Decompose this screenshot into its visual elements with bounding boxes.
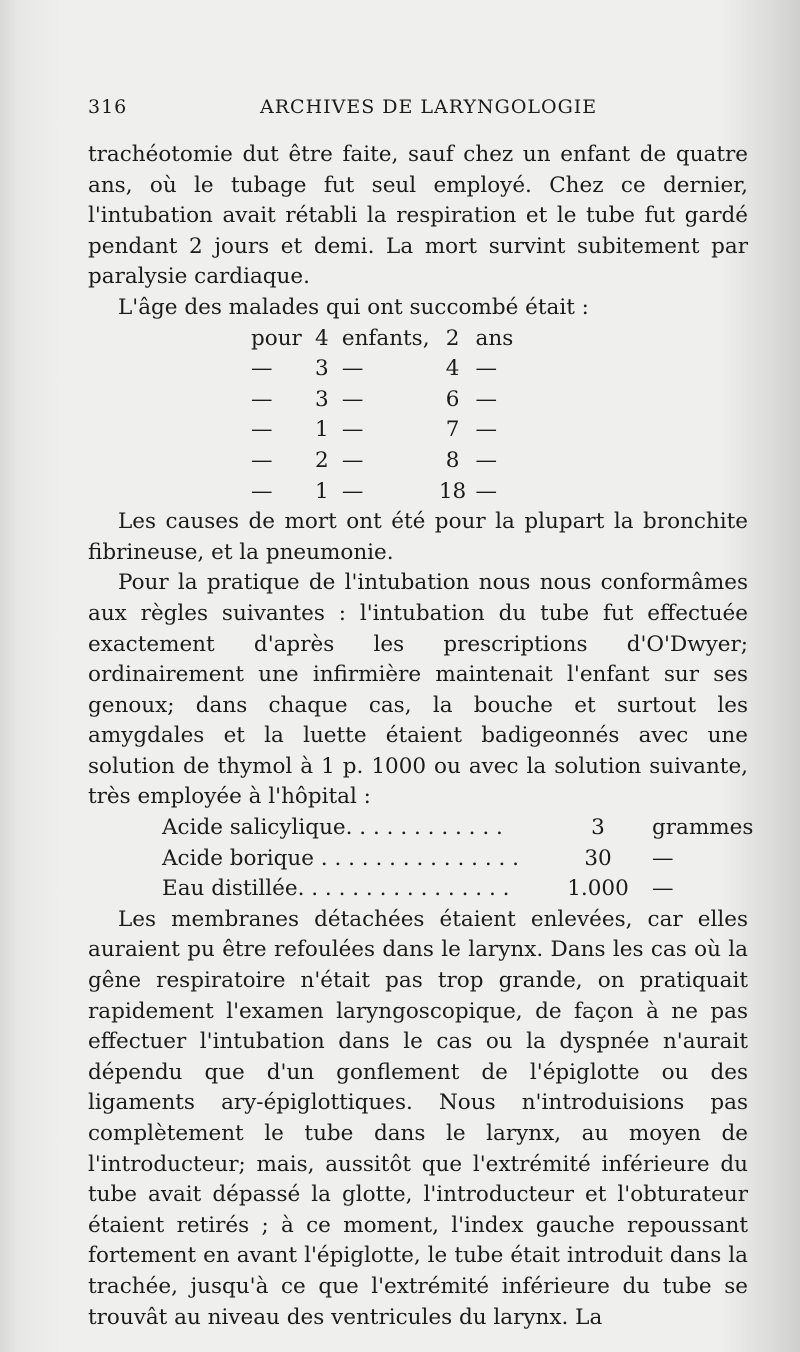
age-cell: —: [475, 356, 498, 382]
ingredient-quantity: 3: [591, 815, 605, 841]
recipe-row: [162, 844, 748, 875]
paragraph-4: Pour la pratique de l'intubation nous nous conformâmes aux règles suivantes : l'intubation du tube fut effectuée exactement d'après les prescriptions d'O'Dwyer; ordinairement une infirmière maintenait l'enfant sur ses genoux; dans chaque cas, la bouche et surtout les amygdales et la luette étaient badigeonnés avec une solution de thymol à 1 p. 1000 ou avec la solution suivante, très employée à l'hôpital :: [88, 570, 748, 810]
age-cell: —: [475, 478, 498, 504]
age-cell: pour: [251, 325, 302, 351]
page-number: 316: [88, 96, 128, 118]
recipe-row: [162, 874, 748, 905]
recipe-row: [162, 813, 754, 844]
age-row: [251, 415, 516, 446]
page-header: [88, 96, 748, 126]
age-cell: —: [475, 447, 498, 473]
age-row: [251, 477, 516, 508]
recipe-list: [162, 813, 754, 905]
ingredient-name: Eau distillée. . . . . . . . . . . . . . . .: [162, 876, 510, 902]
age-row: [251, 446, 516, 477]
age-cell: —: [475, 386, 498, 412]
ingredient-unit: —: [652, 845, 674, 871]
age-cell: 7: [445, 417, 460, 443]
age-row: [251, 354, 516, 385]
age-row: [251, 324, 516, 355]
age-cell: —: [251, 386, 273, 412]
age-cell: —: [251, 447, 273, 473]
age-cell: 4: [445, 356, 460, 382]
age-cell: 8: [445, 447, 460, 473]
age-cell: 2: [445, 325, 460, 351]
age-cell: 3: [315, 386, 329, 412]
age-cell: —: [341, 417, 364, 443]
age-cell: 2: [315, 447, 329, 473]
age-cell: —: [251, 356, 273, 382]
age-table: [251, 324, 516, 508]
ingredient-unit: grammes: [652, 815, 754, 841]
paragraph-3: Les causes de mort ont été pour la plupart la bronchite fibrineuse, et la pneumonie.: [88, 509, 748, 565]
page-body: [88, 140, 754, 1333]
age-cell: ans: [475, 325, 514, 351]
age-cell: —: [341, 478, 364, 504]
paragraph-2: L'âge des malades qui ont succombé était :: [118, 294, 589, 320]
age-cell: —: [251, 417, 273, 443]
age-cell: 18: [438, 478, 467, 504]
ingredient-quantity: 1.000: [567, 876, 629, 902]
paragraph-1: trachéotomie dut être faite, sauf chez un enfant de quatre ans, où le tubage fut seul employé. Chez ce dernier, l'intubation avait rétabli la respiration et le tube fut gardé pendant 2 jours et demi. La mort survint subitement par paralysie cardiaque.: [88, 142, 748, 290]
age-cell: —: [475, 417, 498, 443]
running-title: ARCHIVES DE LARYNGOLOGIE: [260, 96, 598, 118]
age-cell: —: [341, 356, 364, 382]
age-cell: 1: [315, 478, 329, 504]
ingredient-quantity: 30: [584, 845, 612, 871]
age-cell: 1: [315, 417, 329, 443]
age-cell: —: [251, 478, 273, 504]
age-cell: enfants,: [341, 325, 430, 351]
age-cell: 3: [315, 356, 329, 382]
age-cell: 6: [445, 386, 460, 412]
age-cell: —: [341, 386, 364, 412]
ingredient-name: Acide borique . . . . . . . . . . . . . . .: [162, 845, 519, 871]
age-row: [251, 385, 516, 416]
age-cell: 4: [315, 325, 329, 351]
age-cell: —: [341, 447, 364, 473]
ingredient-unit: —: [652, 876, 674, 902]
ingredient-name: Acide salicylique. . . . . . . . . . . .: [162, 815, 503, 841]
paragraph-5: Les membranes détachées étaient enlevées, car elles auraient pu être refoulées dans le larynx. Dans les cas où la gêne respiratoire n'était pas trop grande, on pratiquait rapidement l'examen laryngoscopique, de façon à ne pas effectuer l'intubation dans le cas ou la dyspnée n'aurait dépendu que d'un gonflement de l'épiglotte ou des ligaments ary-épiglottiques. Nous n'introduisions pas complètement le tube dans le larynx, au moyen de l'introducteur; mais, aussitôt que l'extrémité inférieure du tube avait dépassé la glotte, l'introducteur et l'obturateur étaient retirés ; à ce moment, l'index gauche repoussant fortement en avant l'épiglotte, le tube était introduit dans la trachée, jusqu'à ce que l'extrémité inférieure du tube se trouvât au niveau des ventricules du larynx. La: [88, 906, 748, 1330]
